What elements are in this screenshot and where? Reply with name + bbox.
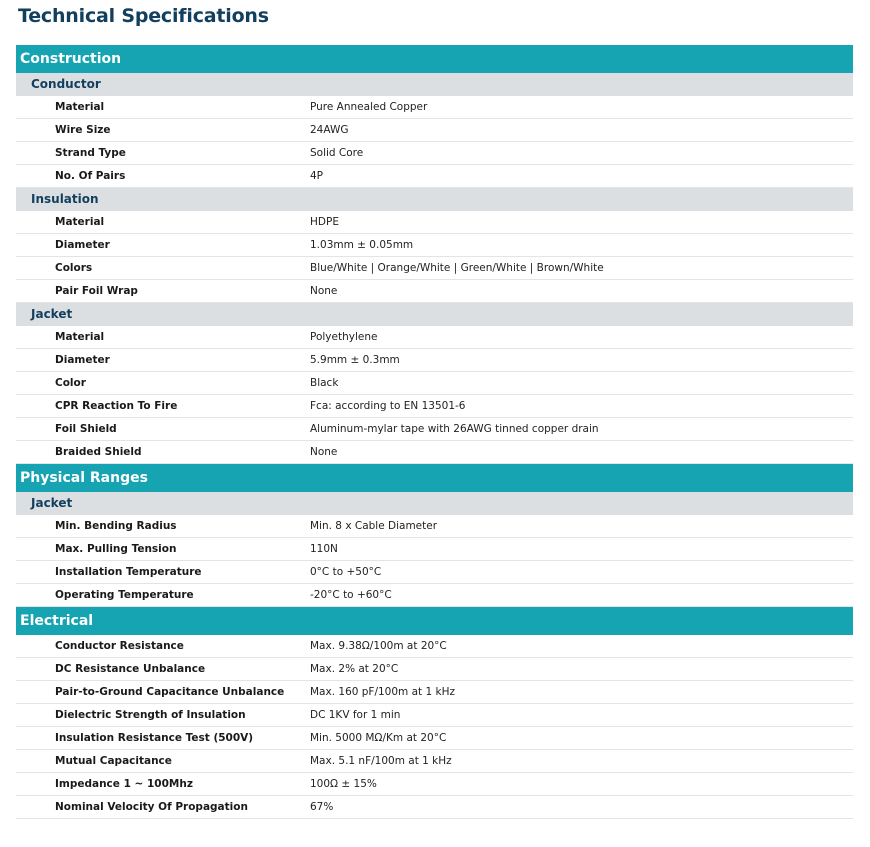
spec-row xyxy=(16,372,853,395)
spec-label: Diameter xyxy=(55,239,110,251)
spec-value: Blue/White | Orange/White | Green/White | Brown/White xyxy=(310,262,604,274)
spec-label: CPR Reaction To Fire xyxy=(55,400,178,412)
spec-label: Material xyxy=(55,331,105,343)
spec-value: 100Ω ± 15% xyxy=(310,778,377,790)
spec-row xyxy=(16,96,853,119)
spec-label: No. Of Pairs xyxy=(55,170,126,182)
spec-value: 1.03mm ± 0.05mm xyxy=(310,239,414,251)
spec-value: Max. 5.1 nF/100m at 1 kHz xyxy=(310,755,452,767)
spec-row xyxy=(16,727,853,750)
section-header: Electrical xyxy=(16,607,853,635)
spec-label: Colors xyxy=(55,262,93,274)
spec-value: Aluminum-mylar tape with 26AWG tinned copper drain xyxy=(310,423,599,435)
spec-row xyxy=(16,349,853,372)
spec-row xyxy=(16,395,853,418)
spec-row xyxy=(16,658,853,681)
spec-row xyxy=(16,418,853,441)
spec-value: None xyxy=(310,285,338,297)
spec-label: Installation Temperature xyxy=(55,566,202,578)
spec-label: Insulation Resistance Test (500V) xyxy=(55,732,254,744)
spec-row xyxy=(16,119,853,142)
spec-label: Diameter xyxy=(55,354,110,366)
spec-row xyxy=(16,681,853,704)
spec-label: Color xyxy=(55,377,86,389)
spec-value: -20°C to +60°C xyxy=(310,589,392,601)
subsection-header: Jacket xyxy=(16,492,853,515)
spec-label: Wire Size xyxy=(55,124,111,136)
spec-value: 5.9mm ± 0.3mm xyxy=(310,354,400,366)
spec-label: Impedance 1 ~ 100Mhz xyxy=(55,778,193,790)
spec-row xyxy=(16,584,853,607)
spec-value: Min. 8 x Cable Diameter xyxy=(310,520,438,532)
spec-value: Max. 2% at 20°C xyxy=(310,663,399,675)
spec-row xyxy=(16,142,853,165)
spec-row xyxy=(16,257,853,280)
spec-label: DC Resistance Unbalance xyxy=(55,663,206,675)
spec-value: 110N xyxy=(310,543,338,555)
spec-row xyxy=(16,326,853,349)
spec-value: 24AWG xyxy=(310,124,349,136)
spec-row xyxy=(16,234,853,257)
spec-value: Pure Annealed Copper xyxy=(310,101,428,113)
spec-value: Fca: according to EN 13501-6 xyxy=(310,400,466,412)
spec-label: Braided Shield xyxy=(55,446,142,458)
spec-label: Material xyxy=(55,101,105,113)
spec-table xyxy=(16,45,853,819)
spec-value: DC 1KV for 1 min xyxy=(310,709,401,721)
spec-row xyxy=(16,280,853,303)
spec-value: 67% xyxy=(310,801,334,813)
subsection-header: Jacket xyxy=(16,303,853,326)
spec-label: Max. Pulling Tension xyxy=(55,543,177,555)
spec-row xyxy=(16,441,853,464)
section-header: Physical Ranges xyxy=(16,464,853,492)
spec-row xyxy=(16,635,853,658)
spec-label: Material xyxy=(55,216,105,228)
subsection-header: Insulation xyxy=(16,188,853,211)
spec-row xyxy=(16,538,853,561)
spec-value: 0°C to +50°C xyxy=(310,566,382,578)
spec-value: Max. 9.38Ω/100m at 20°C xyxy=(310,640,447,652)
spec-value: Max. 160 pF/100m at 1 kHz xyxy=(310,686,456,698)
spec-value: Min. 5000 MΩ/Km at 20°C xyxy=(310,732,447,744)
spec-label: Foil Shield xyxy=(55,423,117,435)
subsection-header: Conductor xyxy=(16,73,853,96)
spec-label: Strand Type xyxy=(55,147,126,159)
spec-value: HDPE xyxy=(310,216,339,228)
spec-value: Solid Core xyxy=(310,147,364,159)
spec-row xyxy=(16,515,853,538)
spec-label: Dielectric Strength of Insulation xyxy=(55,709,246,721)
spec-label: Operating Temperature xyxy=(55,589,194,601)
spec-value: 4P xyxy=(310,170,324,182)
spec-row xyxy=(16,796,853,819)
spec-value: Black xyxy=(310,377,339,389)
section-header: Construction xyxy=(16,45,853,73)
spec-value: None xyxy=(310,446,338,458)
spec-label: Pair Foil Wrap xyxy=(55,285,138,297)
spec-row xyxy=(16,561,853,584)
spec-row xyxy=(16,211,853,234)
spec-value: Polyethylene xyxy=(310,331,378,343)
spec-row xyxy=(16,165,853,188)
spec-label: Mutual Capacitance xyxy=(55,755,172,767)
spec-label: Nominal Velocity Of Propagation xyxy=(55,801,248,813)
spec-label: Conductor Resistance xyxy=(55,640,184,652)
spec-row xyxy=(16,704,853,727)
spec-label: Min. Bending Radius xyxy=(55,520,177,532)
spec-label: Pair-to-Ground Capacitance Unbalance xyxy=(55,686,285,698)
spec-row xyxy=(16,750,853,773)
page-title: Technical Specifications xyxy=(18,5,269,27)
spec-row xyxy=(16,773,853,796)
